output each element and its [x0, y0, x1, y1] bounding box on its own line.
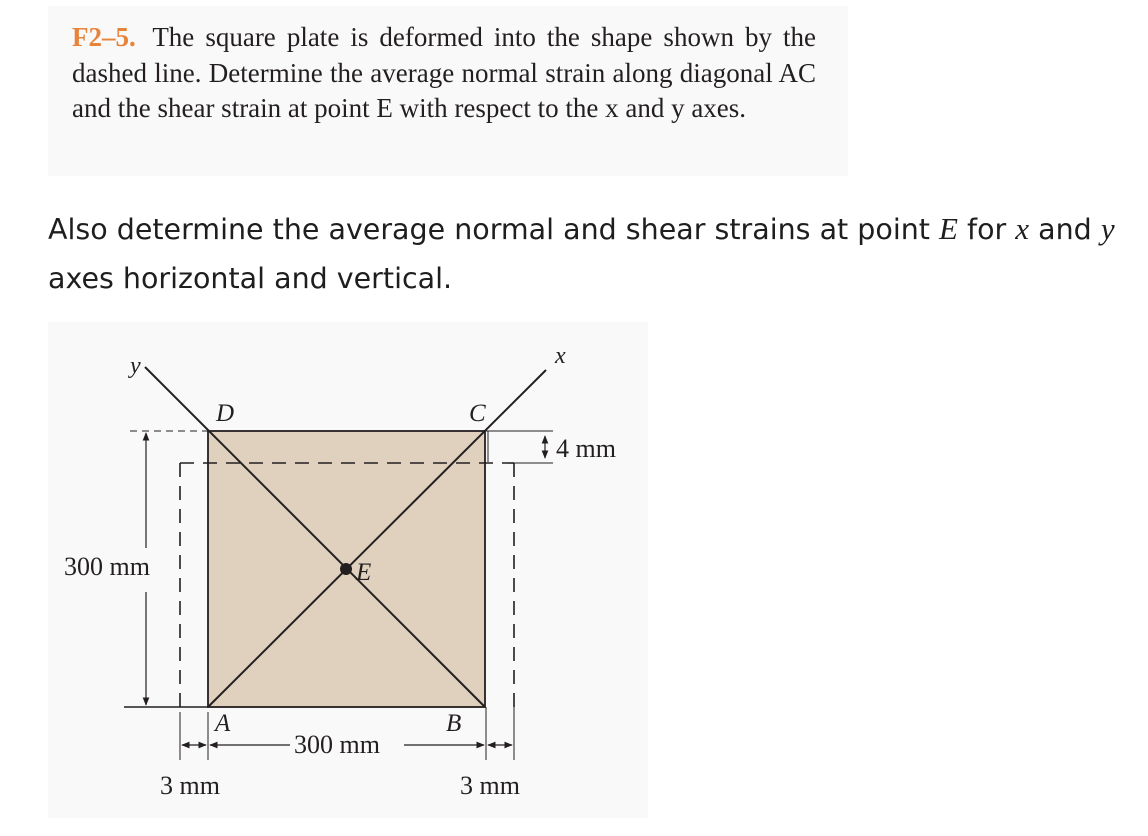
problem-number: F2–5. [72, 22, 136, 52]
y-axis-label: y [130, 353, 141, 379]
follow-up-var-y: y [1100, 211, 1115, 246]
follow-up-text-2: for [967, 213, 1007, 246]
left-shift-label: 3 mm [160, 771, 220, 800]
corner-b-label: B [446, 710, 462, 737]
follow-up-text-1: Also determine the average normal and shear strains at point [48, 213, 930, 246]
follow-up-text-3: axes horizontal and vertical. [48, 262, 453, 295]
shift-top-label: 4 mm [556, 434, 616, 463]
corner-a-label: A [215, 710, 231, 737]
follow-up-and: and [1038, 213, 1092, 246]
problem-text: The square plate is deformed into the shape shown by the dashed line. Determine the average normal strain along diagonal AC and the shear strain at point E with respect to the x and y axes. [72, 22, 816, 123]
height-dimension-label: 300 mm [64, 552, 150, 581]
x-axis-label: x [555, 343, 566, 369]
follow-up-var-x: x [1015, 211, 1030, 246]
follow-up-point-e: E [939, 211, 958, 246]
corner-c-label: C [469, 400, 486, 427]
point-e-marker [340, 563, 352, 575]
width-dimension-label: 300 mm [294, 730, 380, 759]
point-e-label: E [356, 559, 372, 586]
corner-d-label: D [216, 400, 235, 427]
right-shift-label: 3 mm [460, 771, 520, 800]
